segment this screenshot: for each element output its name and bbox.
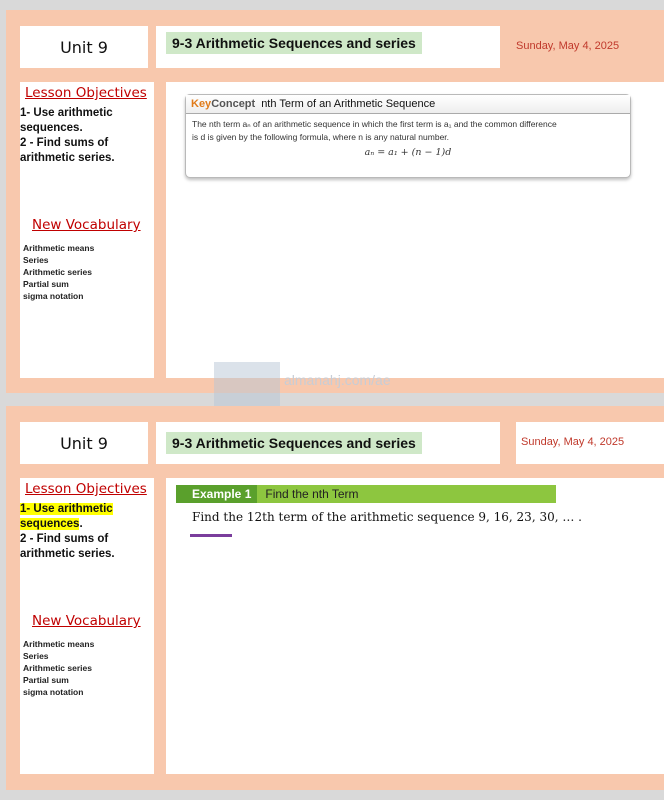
vocab-item: Arithmetic means	[23, 243, 95, 253]
objective-highlight: 1- Use arithmetic	[20, 503, 113, 515]
key-concept-formula: aₙ = a₁ + (n − 1)d	[364, 147, 452, 158]
example-title: Find the nth Term	[265, 487, 359, 501]
unit-title: Unit 9	[60, 433, 108, 453]
objective-line: arithmetic series.	[20, 548, 115, 560]
slide-2	[6, 406, 664, 790]
objective-line: 2 - Find sums of	[20, 137, 109, 149]
unit-title: Unit 9	[60, 37, 108, 57]
vocab-item: Arithmetic series	[23, 267, 92, 277]
key-concept-line: The nth term aₙ of an arithmetic sequence in which the first term is a₁ and the common difference	[192, 119, 557, 129]
objective-line: 2 - Find sums of	[20, 533, 109, 545]
content-panel	[166, 82, 664, 378]
key-concept-header	[186, 95, 630, 114]
vocab-heading: New Vocabulary	[32, 613, 141, 629]
lesson-box	[156, 422, 500, 464]
vocab-item: Arithmetic means	[23, 639, 95, 649]
objective-highlight: sequences	[20, 518, 80, 530]
vocab-item: Partial sum	[23, 279, 69, 289]
key-concept-key: Key	[191, 98, 212, 110]
vocab-heading: New Vocabulary	[32, 217, 141, 233]
objective-line: 1- Use arithmetic	[20, 107, 113, 119]
vocab-item: sigma notation	[23, 687, 84, 697]
objective-line: sequences.	[20, 122, 83, 134]
vocab-item: Series	[23, 651, 49, 661]
watermark-text: almanahj.com/ae	[284, 372, 391, 388]
objectives-panel	[20, 478, 154, 774]
example-header	[176, 485, 556, 503]
vocab-item: Series	[23, 255, 49, 265]
vocab-item: sigma notation	[23, 291, 84, 301]
objective-period: .	[79, 518, 83, 530]
key-concept-box	[185, 94, 631, 178]
key-concept-line: is d is given by the following formula, where n is any natural number.	[192, 132, 450, 142]
key-concept-concept: Concept	[211, 98, 256, 110]
example-question: Find the 12th term of the arithmetic sequence 9, 16, 23, 30, … .	[192, 510, 582, 524]
example-underline	[190, 534, 232, 537]
lesson-title: 9-3 Arithmetic Sequences and series	[166, 432, 422, 454]
date-text: Sunday, May 4, 2025	[516, 40, 620, 52]
unit-box	[20, 422, 148, 464]
content-panel	[166, 478, 664, 774]
example-label: Example 1	[176, 485, 257, 503]
vocab-item: Partial sum	[23, 675, 69, 685]
lesson-box	[156, 26, 500, 68]
objectives-heading: Lesson Objectives	[25, 85, 147, 101]
key-concept-body	[186, 114, 630, 163]
vocab-item: Arithmetic series	[23, 663, 92, 673]
objective-line	[20, 517, 83, 532]
unit-box	[20, 26, 148, 68]
key-concept-title: nth Term of an Arithmetic Sequence	[261, 98, 436, 110]
date-box	[516, 26, 664, 68]
objective-line	[20, 502, 113, 517]
objectives-heading: Lesson Objectives	[25, 481, 147, 497]
slide-1	[6, 10, 664, 393]
lesson-title: 9-3 Arithmetic Sequences and series	[166, 32, 422, 54]
date-box	[516, 422, 664, 464]
objectives-panel	[20, 82, 154, 378]
date-text: Sunday, May 4, 2025	[521, 436, 625, 448]
objective-line: arithmetic series.	[20, 152, 115, 164]
